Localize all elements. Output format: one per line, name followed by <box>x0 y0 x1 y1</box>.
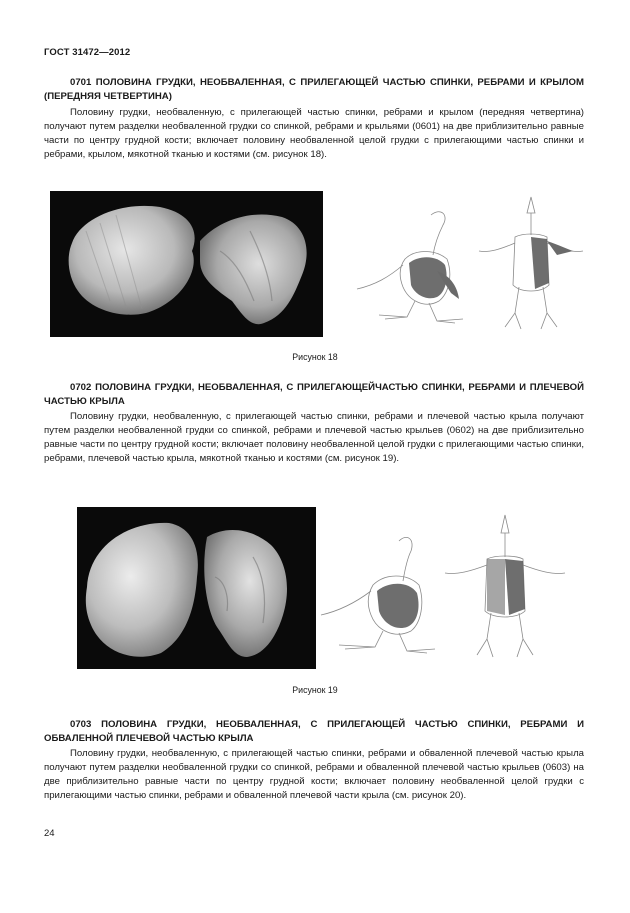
section-0701-title: 0701 ПОЛОВИНА ГРУДКИ, НЕОБВАЛЕННАЯ, С ПРИЛЕГАЮЩЕЙ ЧАСТЬЮ СПИНКИ, РЕБРАМИ И КРЫЛОМ (ПЕРЕДНЯЯ ЧЕТВЕРТИНА) <box>44 77 584 102</box>
figure-18-photo <box>50 191 323 337</box>
figure-19-bird-anatomy-image <box>315 511 590 671</box>
figure-18-meat-image <box>50 191 323 337</box>
figure-19-caption: Рисунок 19 <box>292 685 338 695</box>
document-code: ГОСТ 31472—2012 <box>44 47 131 58</box>
page-number: 24 <box>44 828 55 839</box>
figure-18-bird-anatomy-image <box>345 193 590 338</box>
section-0702-title: 0702 ПОЛОВИНА ГРУДКИ, НЕОБВАЛЕННАЯ, С ПРИЛЕГАЮЩЕЙЧАСТЬЮ СПИНКИ, РЕБРАМИ И ПЛЕЧЕВОЙ ЧАСТЬЮ КРЫЛА <box>44 382 584 407</box>
figure-18-drawing <box>345 193 590 338</box>
section-0703-text: Половину грудки, необваленную, с прилегающей частью спинки, ребрами и обваленной плечевой частью крыла получают путем разделки необваленной грудки со спинкой, ребрами и обваленной плечевой частью крыльев (0603) на две приблизительно равные части по центру грудной кости; включает половину необваленной целой грудки с прилегающими частью спинки, ребрами и обваленной плечевой части крыла (см. рисунок 20). <box>44 748 584 801</box>
section-0701-text: Половину грудки, необваленную, с прилегающей частью спинки, ребрами и крылом (передняя четвертина) получают путем разделки необваленной грудки со спинкой, ребрами и крыльями (0601) на две приблизительно равные части по центру грудной кости; включает половину необваленной целой грудки с прилегающими частью спинки и ребрами, крылом, мякотной тканью и костями (см. рисунок 18). <box>44 107 584 160</box>
figure-19-meat-image <box>77 507 316 669</box>
figure-18-caption: Рисунок 18 <box>292 352 338 362</box>
figure-19-drawing <box>315 511 590 671</box>
section-0703-title: 0703 ПОЛОВИНА ГРУДКИ, НЕОБВАЛЕННАЯ, С ПРИЛЕГАЮЩЕЙ ЧАСТЬЮ СПИНКИ, РЕБРАМИ И ОБВАЛЕННОЙ ПЛЕЧЕВОЙ ЧАСТЬЮ КРЫЛА <box>44 719 584 744</box>
figure-19-photo <box>77 507 316 669</box>
section-0702-text: Половину грудки, необваленную, с прилегающей частью спинки, ребрами и плечевой частью крыла получают путем разделки необваленной грудки со спинкой, ребрами и плечевой частью крыльев (0602) на две приблизительно равные части по центру грудной кости; включает половину необваленной целой грудки с прилегающими частью спинки, ребрами, плечевой частью крыла, мякотной тканью и костями (см. рисунок 19). <box>44 411 584 464</box>
